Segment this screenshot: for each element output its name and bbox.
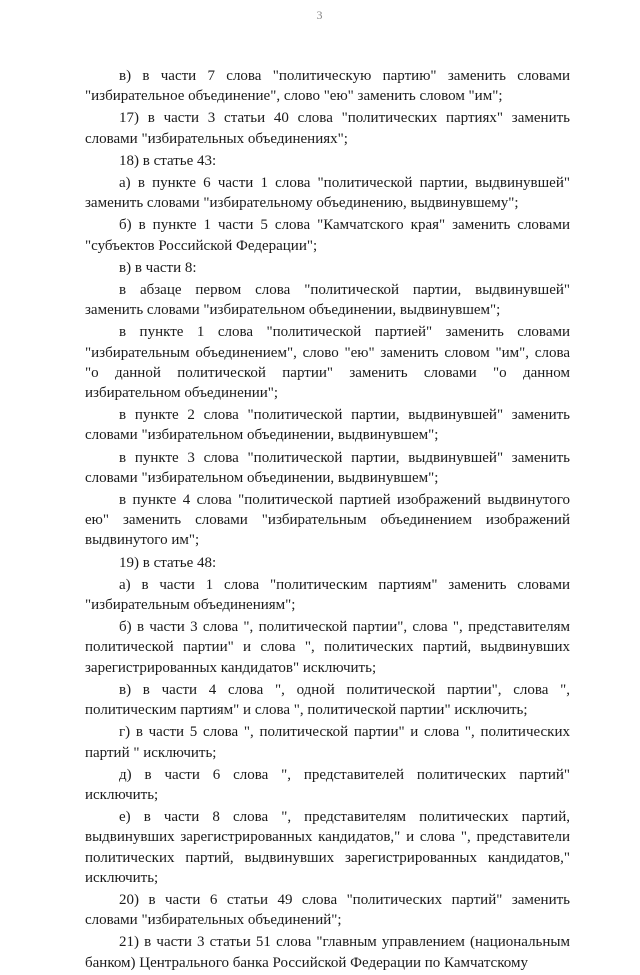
paragraph: 20) в части 6 статьи 49 слова "политических партий" заменить словами "избирательных объединений"; <box>85 891 570 929</box>
paragraph: в) в части 8: <box>119 259 197 276</box>
paragraph: а) в части 1 слова "политическим партиям" заменить словами "избирательным объединениям"; <box>85 576 570 614</box>
paragraph: в пункте 2 слова "политической партии, выдвинувшей" заменить словами "избирательном объединении, выдвинувшем"; <box>85 407 570 444</box>
paragraph: в) в части 7 слова "политическую партию" заменить словами "избирательное объединение", слово "ею" заменить словом "им"; <box>85 68 570 105</box>
paragraph: в пункте 1 слова "политической партией" заменить словами "избирательным объединением", слово "ею" заменить словом "им", слова "о данной политической партии" заменить словами "о данном избирательном объединении"; <box>85 324 570 402</box>
paragraph: 19) в статье 48: <box>119 554 217 571</box>
paragraph: в пункте 3 слова "политической партии, выдвинувшей" заменить словами "избирательном объединении, выдвинувшем"; <box>85 449 570 486</box>
paragraph: г) в части 5 слова ", политической партии" и слова ", политических партий " исключить; <box>85 724 570 761</box>
paragraph: в абзаце первом слова "политической партии, выдвинувшей" заменить словами "избирательном объединении, выдвинувшем"; <box>85 282 570 319</box>
paragraph: 17) в части 3 статьи 40 слова "политических партиях" заменить словами "избирательных объединениях"; <box>85 110 570 147</box>
paragraph: б) в части 3 слова ", политической партии", слова ", представителям политической партии" и слова ", политических партий, выдвинувших зарегистрированных кандидатов" исключить; <box>85 619 570 676</box>
paragraph: в пункте 4 слова "политической партией изображений выдвинутого ею" заменить словами "избирательным объединением изображений выдвинутого им"; <box>85 492 570 549</box>
paragraph: д) в части 6 слова ", представителей политических партий" исключить; <box>85 766 570 803</box>
paragraph: 18) в статье 43: <box>119 152 217 169</box>
paragraph: б) в пункте 1 части 5 слова "Камчатского края" заменить словами "субъектов Российской Федерации"; <box>85 217 570 254</box>
page-number: 3 <box>316 8 324 22</box>
document-body <box>85 66 570 975</box>
paragraph: е) в части 8 слова ", представителям политических партий, выдвинувших зарегистрированных кандидатов," и слова ", представители политических партий, выдвинувших зарегистрированных кандидатов," исключить; <box>85 809 570 886</box>
paragraph: 21) в части 3 статьи 51 слова "главным управлением (национальным банком) Центрального банка Российской Федерации по Камчатскому <box>85 934 570 971</box>
paragraph: в) в части 4 слова ", одной политической партии", слова ", политическим партиям" и слова ", политической партии" исключить; <box>85 681 570 719</box>
paragraph: а) в пункте 6 части 1 слова "политической партии, выдвинувшей" заменить словами "избирательному объединению, выдвинувшему"; <box>85 175 570 212</box>
